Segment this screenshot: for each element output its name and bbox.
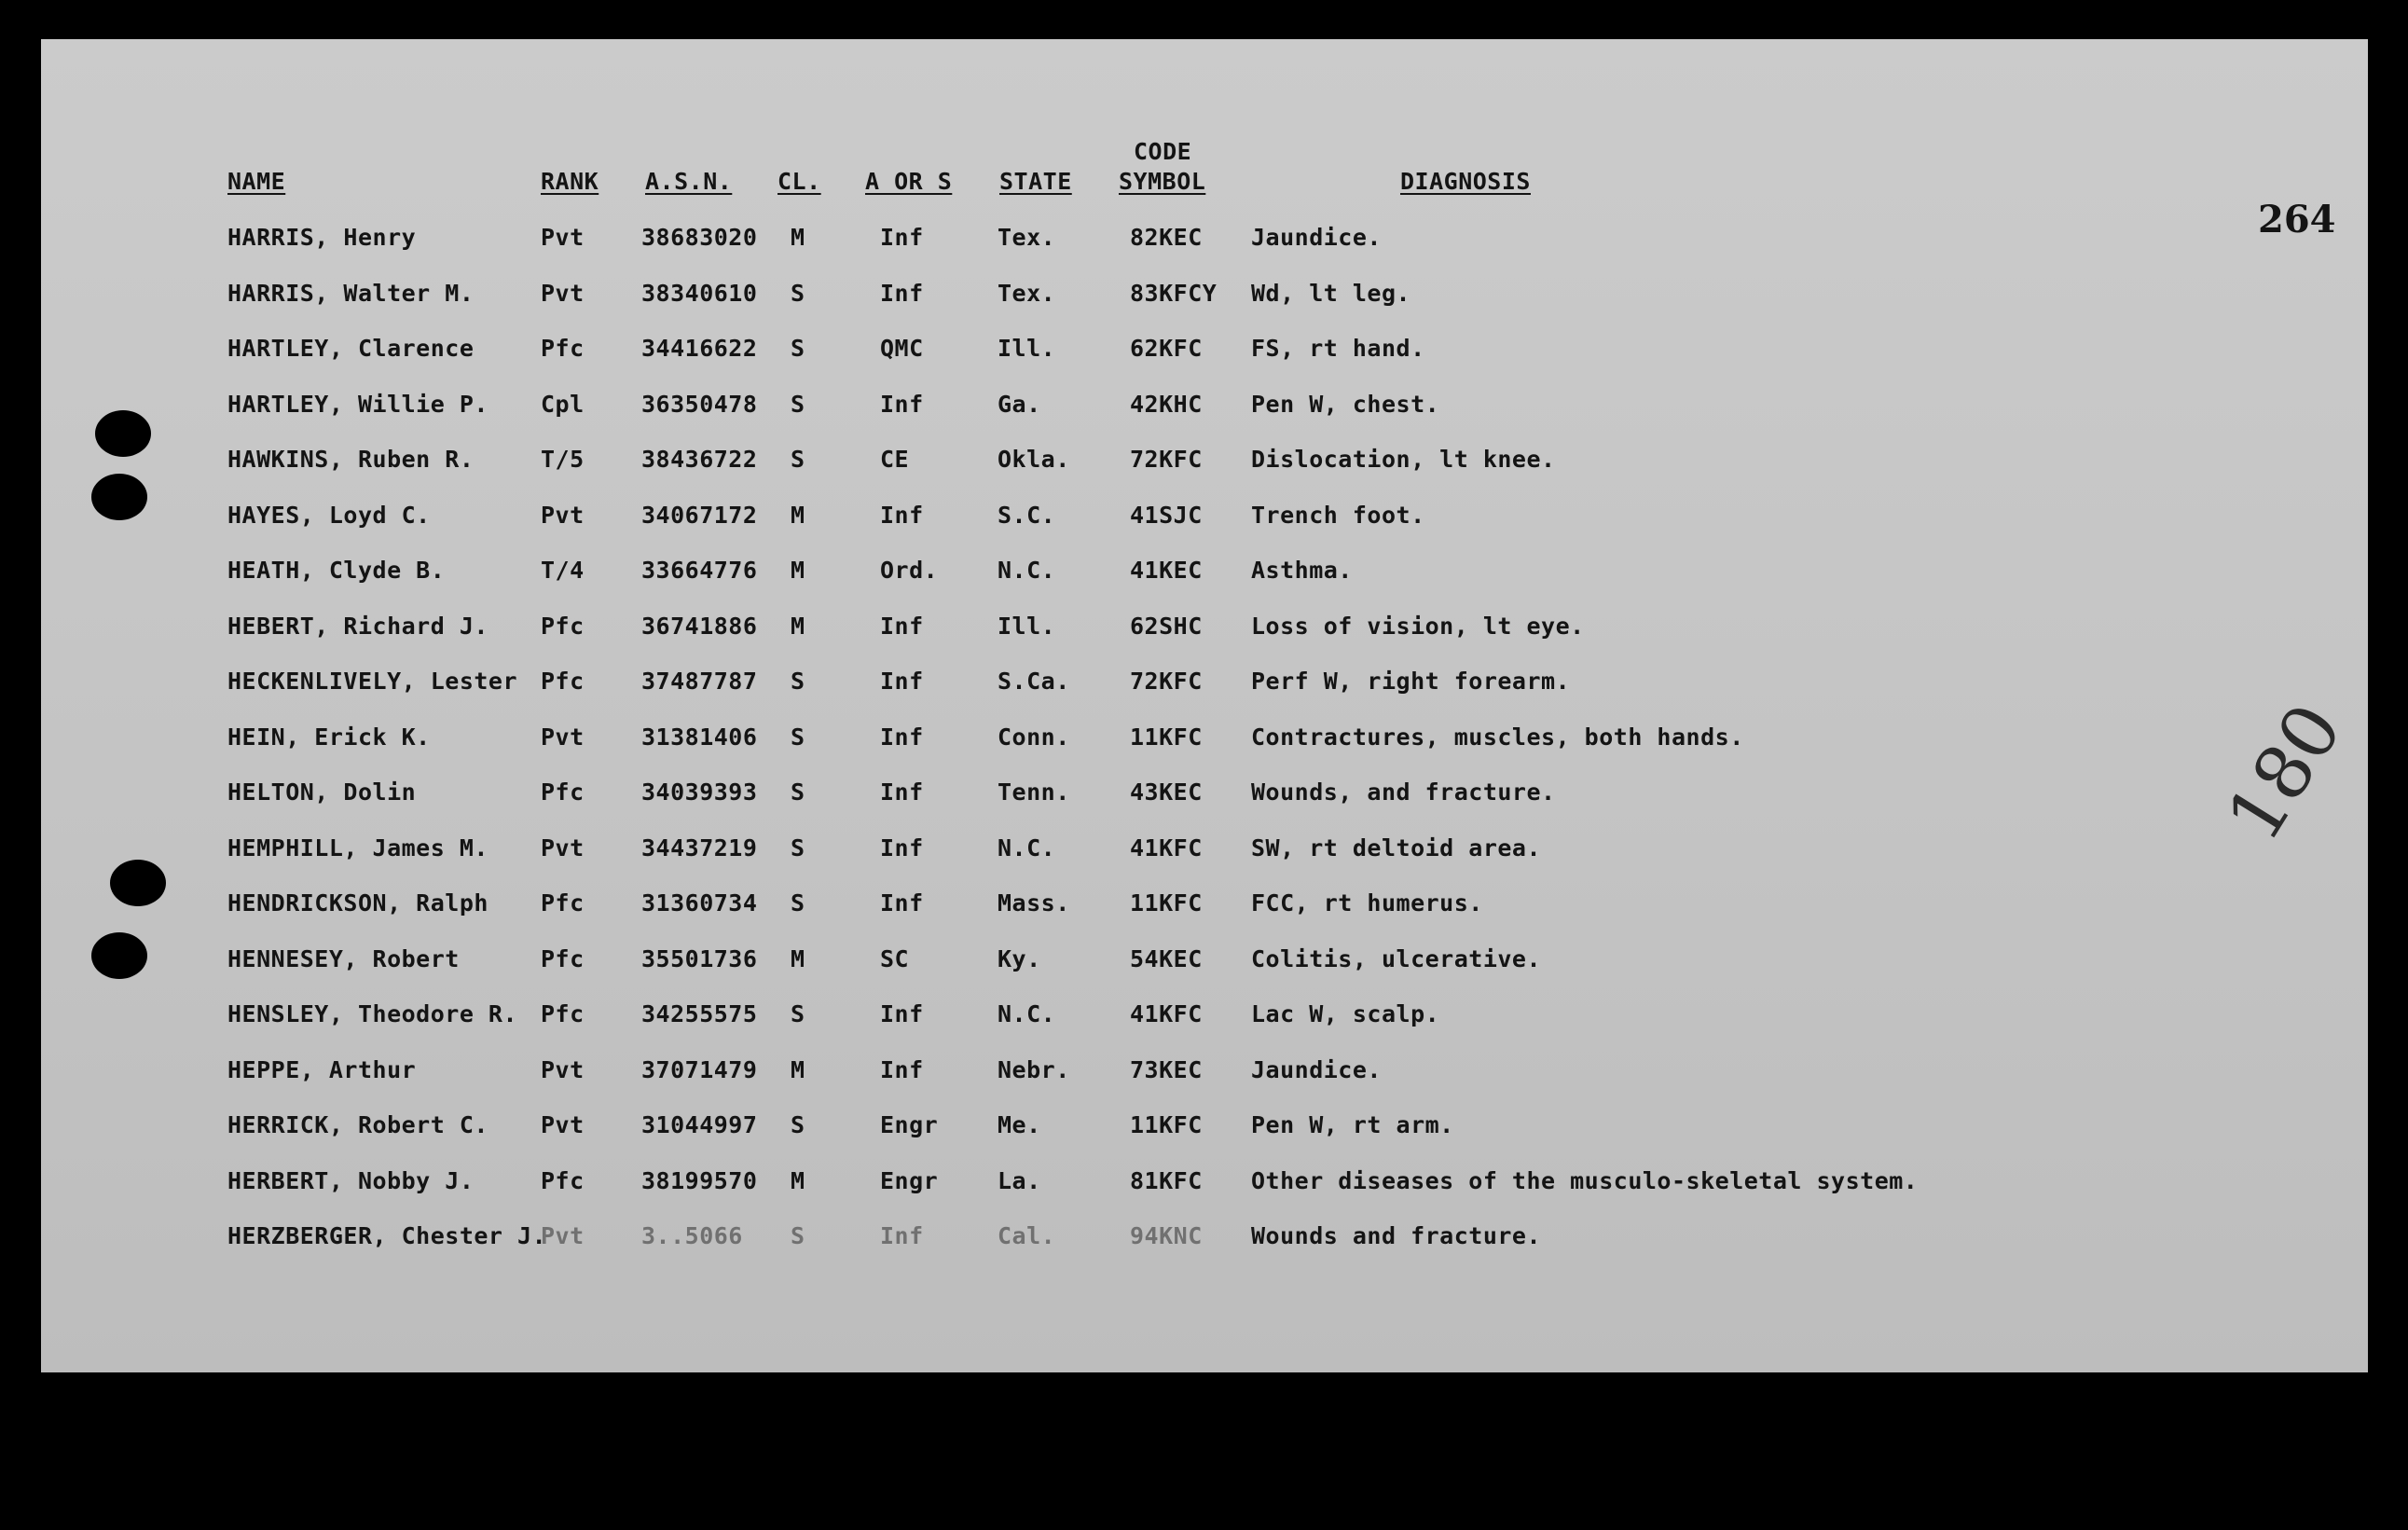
cell-diagnosis: Wounds, and fracture. (1251, 779, 1556, 806)
cell-state: Conn. (998, 724, 1070, 751)
cell-name: HEMPHILL, James M. (227, 834, 488, 861)
punch-hole (95, 410, 151, 457)
cell-name: HERBERT, Nobby J. (227, 1167, 475, 1194)
cell-name: HAYES, Loyd C. (227, 502, 431, 529)
cell-class: M (791, 502, 805, 529)
cell-state: Me. (998, 1111, 1041, 1138)
cell-code: 11KFC (1130, 889, 1203, 917)
cell-state: N.C. (998, 557, 1056, 584)
cell-diagnosis: Jaundice. (1251, 1056, 1382, 1083)
cell-name: HEPPE, Arthur (227, 1056, 417, 1083)
cell-state: S.C. (998, 502, 1056, 529)
cell-name: HAWKINS, Ruben R. (227, 446, 475, 473)
cell-name: HARRIS, Walter M. (227, 280, 475, 307)
cell-class: M (791, 1167, 805, 1194)
cell-name: HELTON, Dolin (227, 779, 417, 806)
handwritten-margin-note: 180 (2209, 689, 2360, 856)
cell-code: 41SJC (1130, 502, 1203, 529)
page-number: 264 (2258, 198, 2336, 241)
header-diagnosis: DIAGNOSIS (1400, 168, 1531, 195)
cell-state: Tex. (998, 224, 1056, 251)
cell-class: M (791, 945, 805, 972)
cell-a-or-s: Inf (880, 724, 924, 751)
punch-hole (91, 932, 147, 979)
cell-name: HENNESEY, Robert (227, 945, 460, 972)
punch-hole (91, 474, 147, 520)
cell-asn: 34437219 (641, 834, 758, 861)
cell-a-or-s: Inf (880, 834, 924, 861)
cell-asn: 31044997 (641, 1111, 758, 1138)
cell-rank: Pfc (541, 335, 585, 362)
cell-diagnosis: Loss of vision, lt eye. (1251, 613, 1585, 640)
cell-asn: 38436722 (641, 446, 758, 473)
header-class: CL. (777, 168, 821, 195)
cell-a-or-s: Engr (880, 1111, 939, 1138)
cell-class: S (791, 724, 805, 751)
cell-code: 82KEC (1130, 224, 1203, 251)
cell-asn: 38683020 (641, 224, 758, 251)
cell-class: S (791, 779, 805, 806)
cell-class: S (791, 1111, 805, 1138)
cell-code: 73KEC (1130, 1056, 1203, 1083)
cell-state: Nebr. (998, 1056, 1070, 1083)
cell-asn: 34039393 (641, 779, 758, 806)
cell-state: N.C. (998, 1000, 1056, 1027)
cell-code: 41KFC (1130, 1000, 1203, 1027)
cell-name: HENDRICKSON, Ralph (227, 889, 488, 917)
cell-diagnosis: FCC, rt humerus. (1251, 889, 1483, 917)
cell-rank: Pvt (541, 280, 585, 307)
cell-asn: 33664776 (641, 557, 758, 584)
cell-rank: Pfc (541, 1000, 585, 1027)
cell-rank: T/5 (541, 446, 585, 473)
cell-diagnosis: Other diseases of the musculo-skeletal system. (1251, 1167, 1919, 1194)
cell-state: Ky. (998, 945, 1041, 972)
cell-state: S.Ca. (998, 668, 1070, 695)
cell-a-or-s: SC (880, 945, 910, 972)
cell-class: S (791, 1000, 805, 1027)
cell-state: Tenn. (998, 779, 1070, 806)
cell-name: HEATH, Clyde B. (227, 557, 446, 584)
header-rank: RANK (541, 168, 599, 195)
roster-sheet (41, 39, 2368, 1372)
cell-state: Tex. (998, 280, 1056, 307)
cell-rank: Pfc (541, 945, 585, 972)
cell-rank: Pfc (541, 613, 585, 640)
cell-a-or-s: Inf (880, 779, 924, 806)
cell-code: 72KFC (1130, 446, 1203, 473)
cell-code: 94KNC (1130, 1222, 1203, 1249)
cell-asn: 34067172 (641, 502, 758, 529)
cell-class: S (791, 834, 805, 861)
cell-diagnosis: Perf W, right forearm. (1251, 668, 1571, 695)
cell-code: 72KFC (1130, 668, 1203, 695)
cell-state: N.C. (998, 834, 1056, 861)
cell-rank: Pvt (541, 724, 585, 751)
cell-name: HARRIS, Henry (227, 224, 417, 251)
cell-class: M (791, 613, 805, 640)
cell-diagnosis: Contractures, muscles, both hands. (1251, 724, 1744, 751)
cell-code: 42KHC (1130, 391, 1203, 418)
cell-asn: 3..5066 (641, 1222, 743, 1249)
cell-code: 83KFCY (1130, 280, 1218, 307)
cell-rank: Pvt (541, 1056, 585, 1083)
cell-a-or-s: Inf (880, 391, 924, 418)
cell-asn: 38199570 (641, 1167, 758, 1194)
header-code-line1: CODE (1134, 138, 1192, 165)
cell-class: S (791, 668, 805, 695)
cell-class: S (791, 335, 805, 362)
cell-code: 62KFC (1130, 335, 1203, 362)
cell-asn: 38340610 (641, 280, 758, 307)
cell-a-or-s: Inf (880, 1000, 924, 1027)
cell-class: S (791, 1222, 805, 1249)
cell-diagnosis: Dislocation, lt knee. (1251, 446, 1556, 473)
cell-name: HARTLEY, Clarence (227, 335, 475, 362)
cell-asn: 35501736 (641, 945, 758, 972)
cell-diagnosis: Jaundice. (1251, 224, 1382, 251)
cell-class: S (791, 280, 805, 307)
header-a-or-s: A OR S (865, 168, 953, 195)
cell-rank: Pvt (541, 1222, 585, 1249)
cell-rank: T/4 (541, 557, 585, 584)
cell-class: S (791, 446, 805, 473)
cell-diagnosis: FS, rt hand. (1251, 335, 1425, 362)
header-asn: A.S.N. (645, 168, 733, 195)
cell-class: S (791, 391, 805, 418)
cell-code: 11KFC (1130, 1111, 1203, 1138)
cell-code: 41KEC (1130, 557, 1203, 584)
cell-asn: 36741886 (641, 613, 758, 640)
cell-code: 11KFC (1130, 724, 1203, 751)
cell-code: 81KFC (1130, 1167, 1203, 1194)
cell-diagnosis: Wounds and fracture. (1251, 1222, 1542, 1249)
cell-a-or-s: Inf (880, 280, 924, 307)
cell-name: HEIN, Erick K. (227, 724, 431, 751)
cell-asn: 36350478 (641, 391, 758, 418)
cell-rank: Pfc (541, 889, 585, 917)
cell-a-or-s: Inf (880, 224, 924, 251)
cell-asn: 34255575 (641, 1000, 758, 1027)
cell-code: 41KFC (1130, 834, 1203, 861)
cell-class: M (791, 1056, 805, 1083)
header-code-line2: SYMBOL (1119, 168, 1206, 195)
cell-asn: 31381406 (641, 724, 758, 751)
cell-a-or-s: Inf (880, 1222, 924, 1249)
cell-rank: Pvt (541, 834, 585, 861)
cell-rank: Cpl (541, 391, 585, 418)
cell-state: Okla. (998, 446, 1070, 473)
cell-asn: 31360734 (641, 889, 758, 917)
header-name: NAME (227, 168, 286, 195)
cell-a-or-s: QMC (880, 335, 924, 362)
cell-state: Ill. (998, 335, 1056, 362)
cell-class: M (791, 557, 805, 584)
cell-diagnosis: Pen W, rt arm. (1251, 1111, 1454, 1138)
cell-diagnosis: Asthma. (1251, 557, 1353, 584)
cell-state: Ga. (998, 391, 1041, 418)
cell-diagnosis: Pen W, chest. (1251, 391, 1440, 418)
cell-name: HERZBERGER, Chester J. (227, 1222, 547, 1249)
cell-diagnosis: Wd, lt leg. (1251, 280, 1411, 307)
cell-state: Mass. (998, 889, 1070, 917)
cell-name: HARTLEY, Willie P. (227, 391, 488, 418)
cell-state: Cal. (998, 1222, 1056, 1249)
cell-asn: 34416622 (641, 335, 758, 362)
cell-class: S (791, 889, 805, 917)
cell-rank: Pvt (541, 1111, 585, 1138)
cell-name: HECKENLIVELY, Lester (227, 668, 518, 695)
cell-asn: 37487787 (641, 668, 758, 695)
cell-name: HEBERT, Richard J. (227, 613, 488, 640)
cell-name: HERRICK, Robert C. (227, 1111, 488, 1138)
cell-diagnosis: SW, rt deltoid area. (1251, 834, 1542, 861)
cell-a-or-s: Inf (880, 1056, 924, 1083)
cell-diagnosis: Colitis, ulcerative. (1251, 945, 1542, 972)
cell-code: 54KEC (1130, 945, 1203, 972)
cell-asn: 37071479 (641, 1056, 758, 1083)
cell-rank: Pfc (541, 779, 585, 806)
cell-a-or-s: Ord. (880, 557, 939, 584)
cell-name: HENSLEY, Theodore R. (227, 1000, 518, 1027)
cell-state: Ill. (998, 613, 1056, 640)
cell-a-or-s: Inf (880, 502, 924, 529)
header-state: STATE (999, 168, 1072, 195)
cell-a-or-s: Engr (880, 1167, 939, 1194)
cell-diagnosis: Trench foot. (1251, 502, 1425, 529)
cell-a-or-s: CE (880, 446, 910, 473)
cell-code: 62SHC (1130, 613, 1203, 640)
cell-diagnosis: Lac W, scalp. (1251, 1000, 1440, 1027)
cell-code: 43KEC (1130, 779, 1203, 806)
cell-rank: Pfc (541, 668, 585, 695)
cell-class: M (791, 224, 805, 251)
cell-rank: Pfc (541, 1167, 585, 1194)
cell-a-or-s: Inf (880, 613, 924, 640)
cell-a-or-s: Inf (880, 668, 924, 695)
punch-hole (110, 860, 166, 906)
cell-rank: Pvt (541, 502, 585, 529)
cell-state: La. (998, 1167, 1041, 1194)
cell-rank: Pvt (541, 224, 585, 251)
cell-a-or-s: Inf (880, 889, 924, 917)
